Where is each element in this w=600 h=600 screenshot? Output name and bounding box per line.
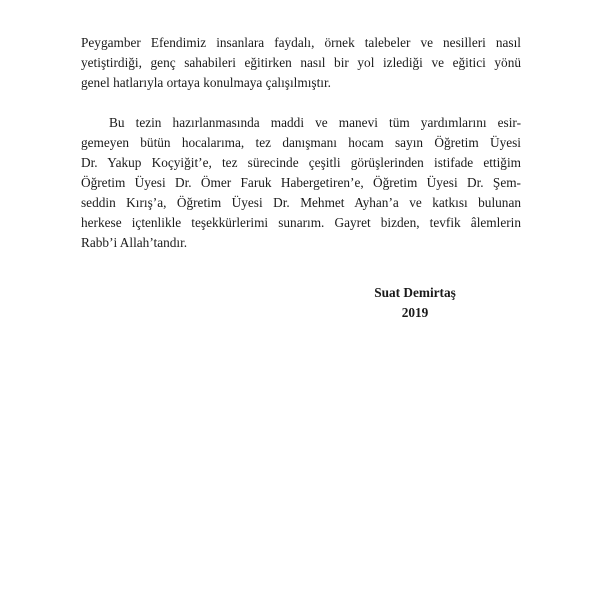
paragraph-line: seddin Kırış’a, Öğretim Üyesi Dr. Mehmet Ayhan’a ve katkısı bulunan xyxy=(81,195,521,210)
paragraph-line: Öğretim Üyesi Dr. Ömer Faruk Habergetiren’e, Öğretim Üyesi Dr. Şem- xyxy=(81,175,521,190)
paragraph-line: Rabb’i Allah’tandır. xyxy=(81,235,188,250)
document-body xyxy=(81,33,521,253)
paragraph-line: genel hatlarıyla ortaya konulmaya çalışılmıştır. xyxy=(81,75,331,90)
paragraph-1 xyxy=(81,33,521,93)
paragraph-line: gemeyen bütün hocalarıma, tez danışmanı hocam sayın Öğretim Üyesi xyxy=(81,135,521,150)
signature-block xyxy=(355,283,475,323)
author-name: Suat Demirtaş xyxy=(374,285,456,300)
signature-year: 2019 xyxy=(401,305,429,320)
paragraph-line: Bu tezin hazırlanmasında maddi ve manevi tüm yardımlarını esir- xyxy=(109,115,521,130)
paragraph-line: herkese içtenlikle teşekkürlerimi sunarım. Gayret bizden, tevfik âlemlerin xyxy=(81,215,521,230)
paragraph-2 xyxy=(81,113,521,253)
paragraph-line: Peygamber Efendimiz insanlara faydalı, örnek talebeler ve nesilleri nasıl xyxy=(81,35,521,50)
paragraph-line: Dr. Yakup Koçyiğit’e, tez sürecinde çeşitli görüşlerinden istifade ettiğim xyxy=(81,155,521,170)
paragraph-line: yetiştirdiği, genç sahabileri eğitirken nasıl bir yol izlediği ve eğitici yönü xyxy=(81,55,521,70)
